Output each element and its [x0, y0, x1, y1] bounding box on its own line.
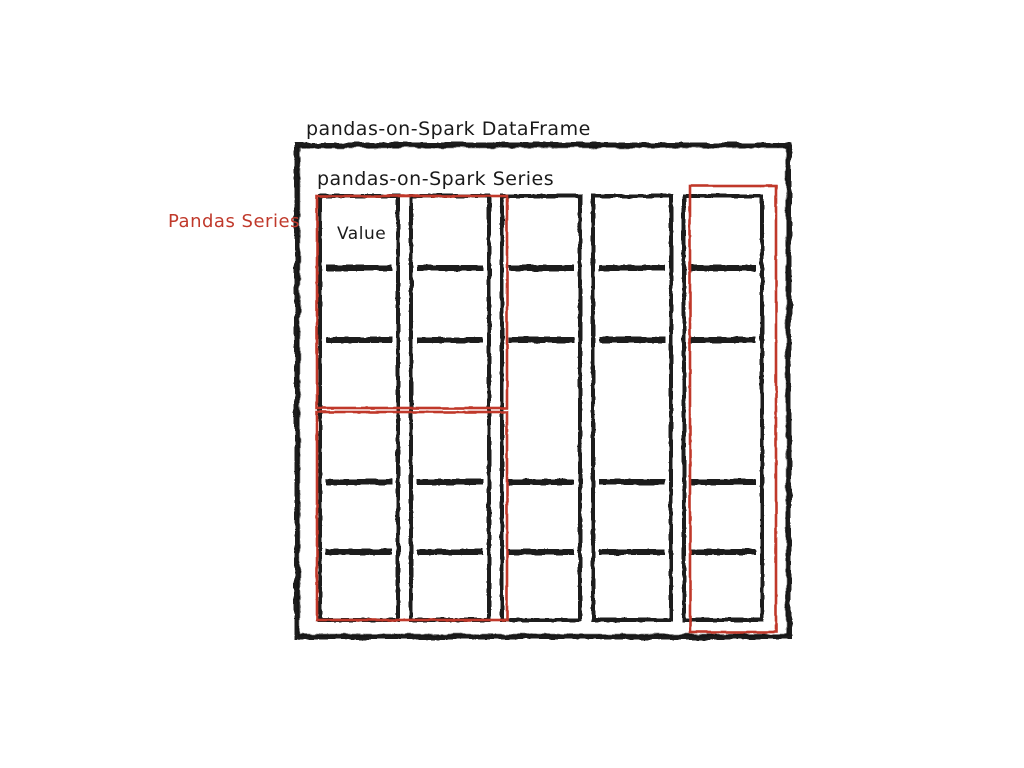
- value-cell-label: Value: [337, 224, 387, 244]
- dataframe-outer-box: [297, 145, 789, 637]
- pandas-series-label: Pandas Series: [168, 211, 300, 232]
- spark-series-label: pandas-on-Spark Series: [317, 168, 555, 190]
- dataframe-title-label: pandas-on-Spark DataFrame: [306, 118, 591, 140]
